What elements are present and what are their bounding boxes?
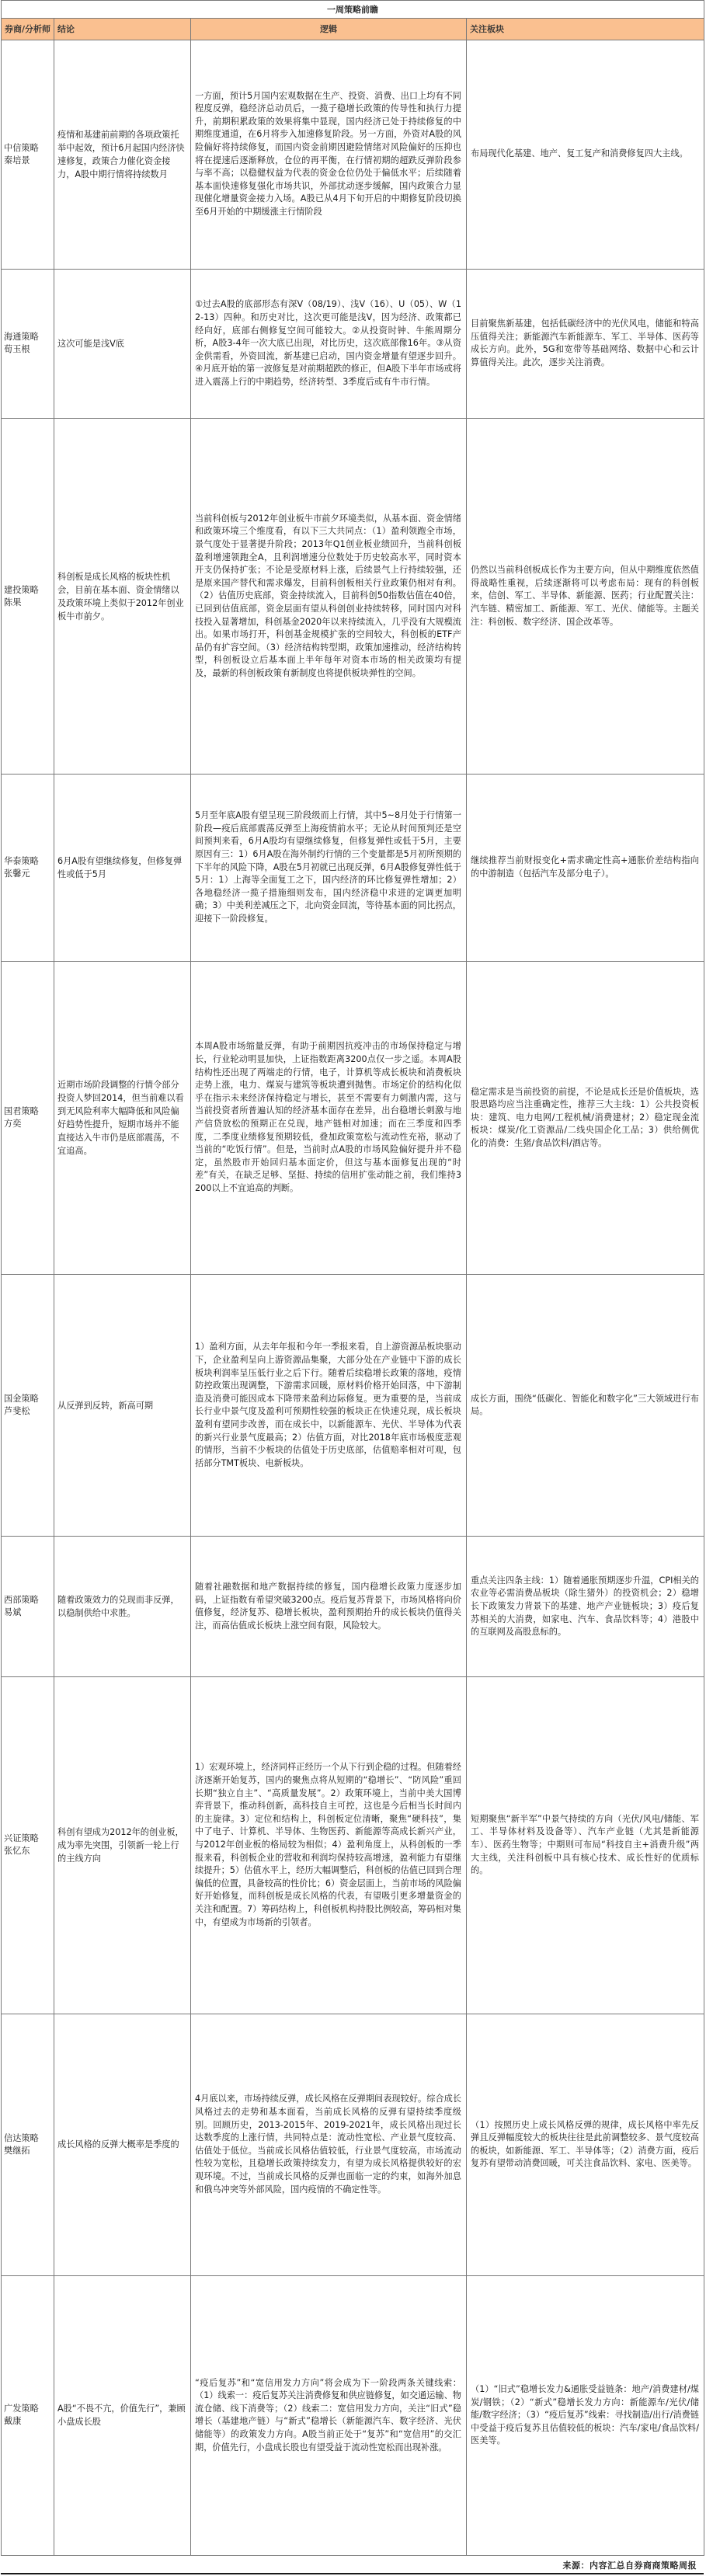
logic-text: 随着社融数据和地产数据持续的修复，国内稳增长政策力度逐步加码，上证指数有希望突破3200点。疫后复苏背景下，市场风格将向价值修复，经济复苏、稳增长板块，盈利预期抬升的成长板块仍值得关注，而高估值成长板块上涨空间有限，风险较大。 [191, 1537, 467, 1677]
conclusion-text: 疫情和基建前前期的各项政策托举中起效，预计6月起国内经济快速修复，政策合力催化资金接力，A股中期行情将持续数月 [54, 40, 191, 269]
logic-text: 当前科创板与2012年创业板牛市前夕环境类似，从基本面、资金情绪和政策环境三个维度看，有以下三大共同点：（1）盈利领跑全市场，景气度处于显著提升阶段；2013年Q1创业板业绩回升，当前科创板盈利增速领跑全A，且利润增速分位数处于历史较高水平，同时资本开支仍保持扩张；不论是受原材料上涨，后续景气上行持续较强，还是原来国产替代和需求爆发，目前科创板相关行业政策仍相对有利。（2）估值历史底部，资金持续流入，目前科创50指数估值在40倍，已回到估值底部，资金层面有望从科创创业持续转移，同时国内对科技投入显著增加，科创基金2020年以来持续流入，几乎没有大规模流出。如果市场打开，科创基金规模扩张的空间较大，科创板的ETF产品仍有扩容空间。（3）经济结构转型期，政策加速推动，经济结构转型，科创板设立后基本面上半年每年对资本市场的相关政策均有提及，最新的科创板政策有新制度也将提供板块弹性的空间。 [191, 419, 467, 775]
sectors-text: 布局现代化基建、地产、复工复产和消费修复四大主线。 [467, 40, 704, 269]
broker-analyst: 国金策略 芦斐松 [2, 1275, 54, 1537]
broker-analyst: 西部策略 易斌 [2, 1537, 54, 1677]
footer-divider [1, 2573, 704, 2574]
logic-text: “疫后复苏”和“宽信用发力方向”将会成为下一阶段两条关键线索：（1）线索一：疫后复苏关注消费修复和供应链修复，如交通运输、物流仓储、线下消费等；（2）线索二：宽信用发力方向，关注“旧式”稳增长（基建地产链）与“新式”稳增长（新能源汽车、数字经济、光伏储能等）的政策发力方向。A股当前正处于“复苏”和“宽信用”的交汇期，价值先行，小盘成长股也有望受益于流动性宽松而出现补涨。 [191, 2275, 467, 2555]
broker-analyst: 广发策略 戴康 [2, 2275, 54, 2555]
table-row [2, 1275, 704, 1537]
table-row [2, 774, 704, 961]
conclusion-text: 6月A股有望继续修复，但修复弹性或低于5月 [54, 774, 191, 961]
sectors-text: （1）“旧式”稳增长发力&通胀受益链条：地产/消费建材/煤炭/钢铁；（2）“新式”稳增长发力方向：新能源车/光伏/储能/数字经济；（3）“疫后复苏”线索：寻找制造/出行/消费链中受益于疫后复苏且估值较低的板块：汽车/家电/食品饮料/医美等。 [467, 2275, 704, 2555]
logic-text: 4月底以来，市场持续反弹，成长风格在反弹期间表现较好。综合成长风格过去的走势和基本面看，当前成长风格的反弹有望持续季度级别。回顾历史，2013-2015年、2019-2021年，成长风格出现过长达数季度的上涨行情，共同特点是：流动性宽松、产业景气度较高、估值处于低位。当前成长风格估值较低，行业景气度较高，市场流动性较为宽松，且稳增长政策持续发力，有望为成长风格提供较好的宏观环境。不过，当前成长风格的反弹也面临一定的约束，如海外加息和俄乌冲突等外部风险，国内疫情的不确定性等。 [191, 2014, 467, 2275]
conclusion-text: 从反弹到反转，新高可期 [54, 1275, 191, 1537]
broker-analyst: 国君策略 方奕 [2, 961, 54, 1274]
logic-text: 1）宏观环境上，经济同样正经历一个从下行到企稳的过程。但随着经济逐渐开始复苏，国内的聚焦点将从短期的“稳增长”、“防风险”重回长期“独立自主”、“高质量发展”。2）政策环境上，当前中美大国博弈背景下，推动科创新，高科技自主可控，这也是今后相当长时间内的主旋律。3）定位和结构上，科创板定位清晰，聚焦“硬科技”，集中了电子、计算机、半导体、生物医药、新能源等高成长新兴产业，与2012年创业板的格局较为相似；4）盈利角度上，从科创板的一季报来看，科创板企业的营收和利润均保持较高增速，盈利能力有望继续提升；5）估值水平上，经历大幅调整后，科创板的估值已回到合理偏低的位置，具备较高的性价比；6）资金层面上，当前市场的风险偏好开始修复，而科创板是成长风格的代表，有望吸引更多增量资金的关注和配置。7）筹码结构上，科创板机构持股比例较高，筹码相对集中，有望成为市场新的引领者。 [191, 1677, 467, 2014]
conclusion-text: 成长风格的反弹大概率是季度的 [54, 2014, 191, 2275]
sectors-text: 重点关注四条主线：1）随着通胀预期逐步升温，CPI相关的农业等必需消费品板块（除生猪外）的投资机会；2）稳增长下政策发力背景下的基建、地产产业链板块；3）疫后复苏相关的大消费，如家电、汽车、食品饮料等；4）港股中的互联网及高股息标的。 [467, 1537, 704, 1677]
table-row [2, 1537, 704, 1677]
header-org: 券商/分析师 [2, 18, 54, 40]
source-note: 来源：内容汇总自券商商策略周报 [562, 2560, 697, 2571]
broker-analyst: 信达策略 樊继拓 [2, 2014, 54, 2275]
header-sectors: 关注板块 [467, 18, 704, 40]
sectors-text: 仍然以当前科创板成长作为主要方向，但从中期维度依然值得战略性重视，后续逐渐将可以考虑布局：现有的科创板来，信创、军工、半导体、新能源、医药；行业配置关注：汽车链、精密加工、新能源、军工、光伏、储能等。主题关注：科创板、数字经济、国企改革等。 [467, 419, 704, 775]
logic-text: 1）盈利方面，从去年年报和今年一季报来看，自上游资源品板块驱动下，企业盈利呈向上游资源品集聚，大部分处在产业链中下游的成长板块利润率呈压低行业之后下行。随着后续稳增长政策的落地，疫情防控政策出现调整，下游需求回暖，原材料价格开始回落，中下游制造及消费可能因成本下降带来盈利边际修复。更为重要的是，当前成长行业中景气度及盈利可预期性较强的板块正在快速兑现，成长板块盈利有望同步改善，而在成长中，以新能源车、光伏、半导体为代表的新兴行业景气度最高；2）估值方面，对比2018年底市场极度悲观的情形，当前不少板块的估值处于历史底部，估值赔率相对可观，包括部分TMT板块、电新板块。 [191, 1275, 467, 1537]
broker-analyst: 中信策略 秦培景 [2, 40, 54, 269]
header-logic: 逻辑 [191, 18, 467, 40]
sectors-text: 目前聚焦新基建，包括低碳经济中的光伏风电，储能和特高压值得关注；新能源汽车新能源车、军工、半导体、医药等成长方向。此外，5G和宽带等基础网络、数据中心和云计算值得关注。此次，逐步关注消费。 [467, 269, 704, 419]
conclusion-text: A股“不畏不亢，价值先行”，兼顾小盘成长股 [54, 2275, 191, 2555]
header-conclusion: 结论 [54, 18, 191, 40]
table-title: 一周策略前瞻 [2, 1, 704, 19]
sectors-text: 短期聚焦“新半军”中景气持续的方向（光伏/风电/储能、军工、半导体材料及设备等）、汽车产业链（尤其是新能源车）、医药生物等；中期则可布局“科技自主+消费升级”两大主线，关注科创板中具有核心技术、成长性好的优质标的。 [467, 1677, 704, 2014]
table-row [2, 269, 704, 419]
conclusion-text: 这次可能是浅V底 [54, 269, 191, 419]
table-row [2, 40, 704, 269]
logic-text: 5月至年底A股有望呈现三阶段级而上行情，其中5~8月处于行情第一阶段—疫后底部震荡反弹至上海疫情前水平；无论从时间预判还是空间预判来看，6月A股均有望继续修复，但修复弹性或低于5月，主要原因有三：1）6月A股在海外制约行情的三个变量都是5月初所预期的下半年的风险下降，A股在5月初就已出现反弹，6月A股修复弹性低于5月：1）上海等全面复工之下，国内经济的环比修复弹性增加；2）各地稳经济一揽子措施细则发布，国内经济稳中求进的定调更加明确；3）中美利差减压之下，北向资金回流，等待基本面的同比拐点，迎接下一阶段修复。 [191, 774, 467, 961]
conclusion-text: 科创有望成为2012年的创业板，成为率先突围，引领新一轮上行的主线方向 [54, 1677, 191, 2014]
header-row [2, 18, 704, 40]
logic-text: ①过去A股的底部形态有深V（08/19）、浅V（16）、U（05）、W（12-13）四种。和历史对比，这次更可能是浅V，因为经济、政策都已经向好，底部右侧修复空间可能较大。②从投资时钟、牛熊周期分析，A股3-4年一次大底已出现，对比历史，这次底部像16年。③从资金供需看，外资回流，新基建已启动，国内资金增量有望逐步回升。④月底开始的第一波修复是对前期超跌的修正，但A股下半年市场或将进入震荡上行的中期趋势，经济转型、3季度后或有牛市行情。 [191, 269, 467, 419]
table-row [2, 2014, 704, 2275]
table-row [2, 1677, 704, 2014]
broker-analyst: 海通策略 荀玉根 [2, 269, 54, 419]
sectors-text: 成长方面，围绕“低碳化、智能化和数字化”三大领域进行布局。 [467, 1275, 704, 1537]
sectors-text: 继续推荐当前财报变化+需求确定性高+通胀价差结构指向的中游制造（包括汽车及部分电子）。 [467, 774, 704, 961]
strategy-table [1, 0, 704, 2556]
conclusion-text: 随着政策效力的兑现而非反弹，以稳制供给中求胜。 [54, 1537, 191, 1677]
logic-text: 一方面，预计5月国内宏观数据在生产、投资、消费、出口上均有不同程度反弹，稳经济总动员后，一揽子稳增长政策的传导性和执行力提升，前期积累政策的效果将集中显现，国内经济已处于持续修复的中期维度通道，在6月将步入加速修复阶段。另一方面，外资对A股的风险偏好将持续修复，而国内资金前期因避险情绪对风险偏好的压抑也将在提速后逐渐释放，仓位的再平衡，在行情初期的超跌反弹阶段参与率不高；以稳健权益为代表的资金仓位仍处于偏低水平；后续随着基本面快速修复强化市场共识，外部扰动逐步缓解，国内政策合力显现催化增量资金接力入场。A股已从4月下旬开启的中期修复阶段切换至6月开始的中期缓涨主行情阶段 [191, 40, 467, 269]
logic-text: 本周A股市场缩量反弹，有助于前期因抗疫冲击的市场保持稳定与增长，行业轮动明显加快，上证指数距离3200点仅一步之遥。本周A股结构性还出现了两端走的行情，电子，计算机等成长板块和消费板块走势上涨，电力、煤炭与建筑等板块遭到抛售。市场定价的结构化似乎在指示未来经济保持稳定与增长，甚至不需要有力刺激内需，这与当前投资者所普遍认知的经济基本面存在差异，出台稳增长刺激与地产信贷放松的预期正在兑现，地产链相对加速；而在三季度和四季度，二季度业绩修复预期较低，叠加政策宽松与流动性充裕，驱动了当前的“吃饭行情”。但是，当前时点A股的市场风险偏好提升并不稳定，虽然股市开始回归基本面定价，但这与基本面修复出现的“时差”有关，在缺乏足够、坚挺、持续的信用扩张动能之前，我们维持3200以上不宜追高的判断。 [191, 961, 467, 1274]
sectors-text: 稳定需求是当前投资的前提，不论是成长还是价值板块，选股思路均应当注重确定性，推荐三大主线：1）公共投资板块：建筑、电力电网/工程机械/消费建材；2）稳定现金流板块：煤炭/化工资源品/二线央国企化工品；3）供给侧优化的消费：生猪/食品饮料/酒店等。 [467, 961, 704, 1274]
table-row [2, 419, 704, 775]
broker-analyst: 建投策略 陈果 [2, 419, 54, 775]
conclusion-text: 近期市场阶段调整的行情令部分投资人梦回2014，但当前难以看到无风险利率大幅降低和风险偏好趋势性提升，短期市场并不能直接达入牛市仍是底部震荡，不宜追高。 [54, 961, 191, 1274]
sectors-text: （1）按照历史上成长风格反弹的规律，成长风格中率先反弹且反弹幅度较大的板块往往是此前调整较多、景气度较高的板块，如新能源、军工、半导体等；（2）消费方面，疫后复苏有望带动消费回暖，可关注食品饮料、家电、医美等。 [467, 2014, 704, 2275]
table-row [2, 961, 704, 1274]
broker-analyst: 华泰策略 张馨元 [2, 774, 54, 961]
conclusion-text: 科创板是成长风格的板块性机会，目前在基本面、资金情绪以及政策环境上类似于2012年创业板牛市前夕。 [54, 419, 191, 775]
table-row [2, 2275, 704, 2555]
broker-analyst: 兴证策略 张忆东 [2, 1677, 54, 2014]
